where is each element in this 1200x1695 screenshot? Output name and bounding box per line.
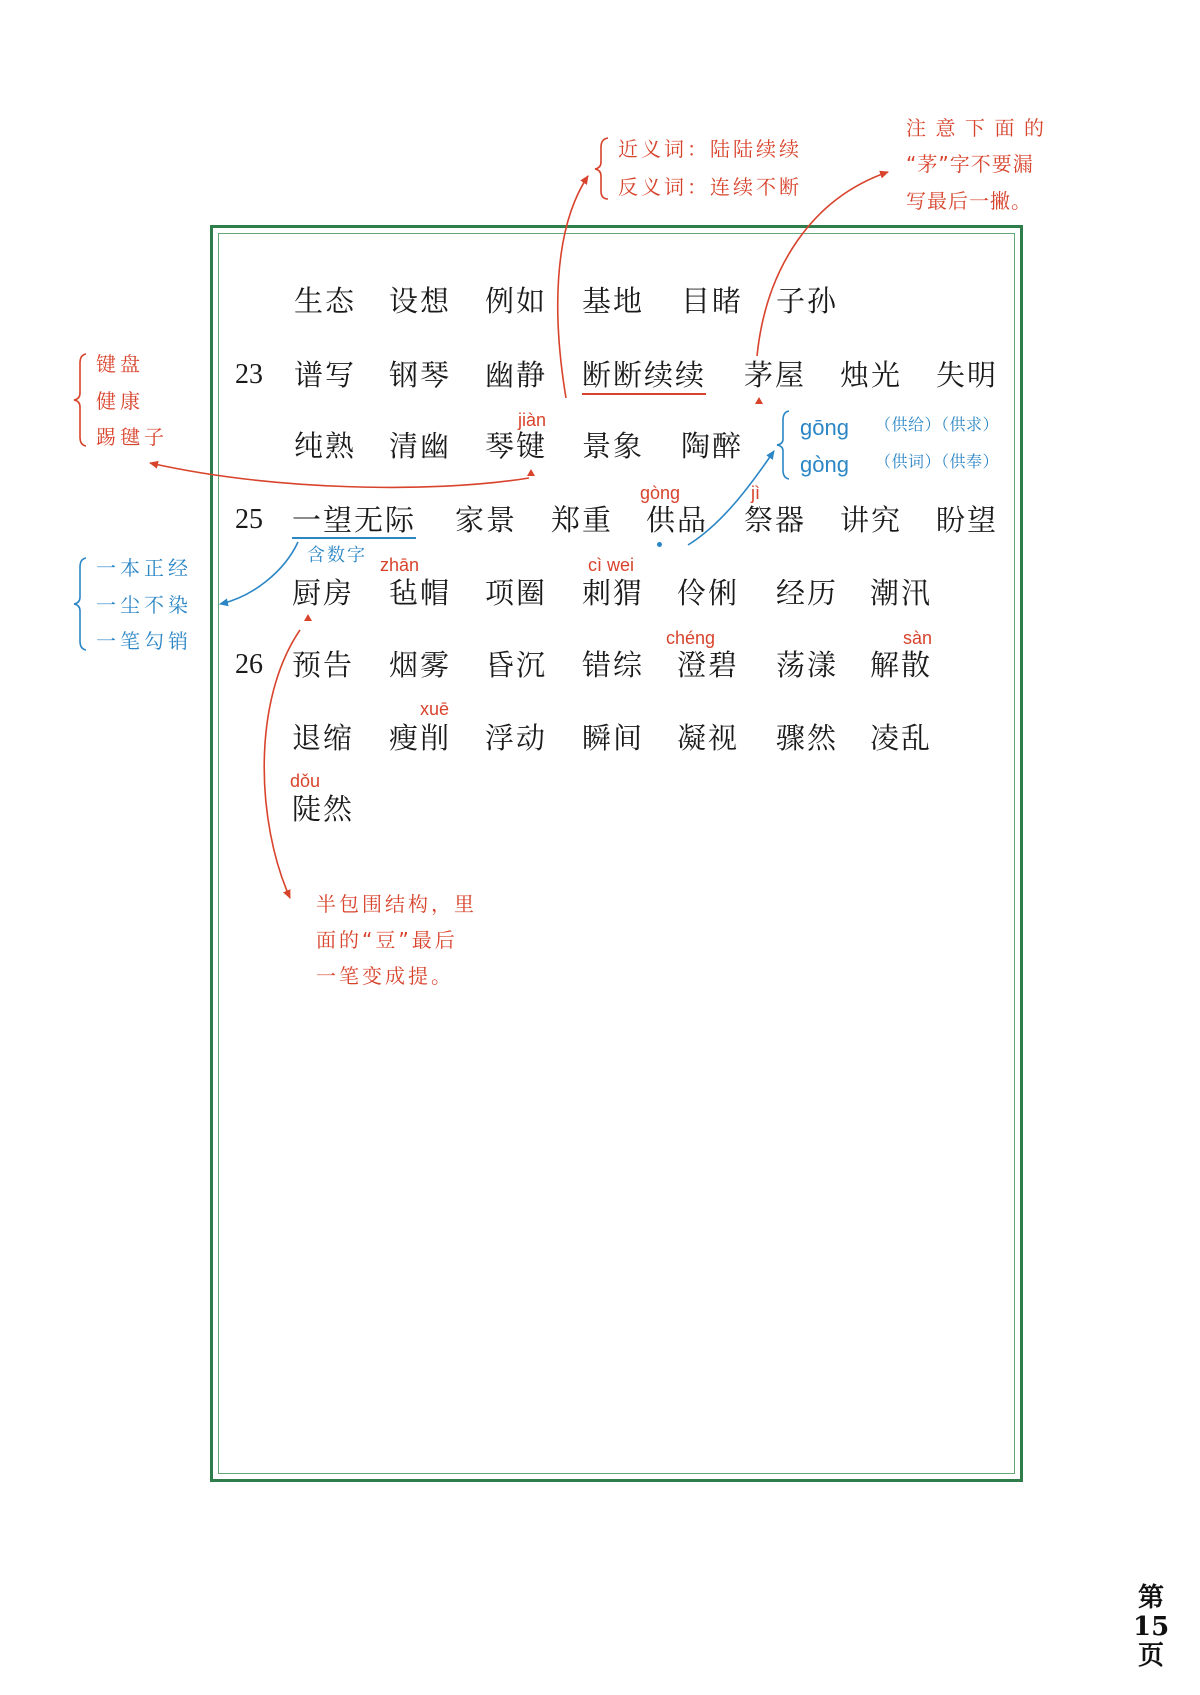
vocab-word: 幽静 xyxy=(485,358,548,392)
vocab-word: 景象 xyxy=(582,429,645,463)
lesson-number: 26 xyxy=(235,649,263,680)
gong-reading-pinyin: gòng xyxy=(800,452,849,477)
vocab-word: 烟雾 xyxy=(389,648,452,682)
lesson-number: 25 xyxy=(235,504,263,535)
vocab-word: 子孙 xyxy=(776,284,839,318)
emphasis-underline xyxy=(292,537,416,539)
page-frame xyxy=(210,225,1023,1482)
gong-reading-examples: （供给）（供求） xyxy=(875,415,1000,434)
lesson-number: 23 xyxy=(235,359,263,390)
vocab-row xyxy=(0,284,1200,318)
vocab-word: 纯熟 xyxy=(294,429,357,463)
vocab-word: 烛光 xyxy=(840,358,903,392)
yi-idiom: 一笔勾销 xyxy=(96,629,192,653)
emphasis-triangle xyxy=(527,469,535,476)
vocab-row xyxy=(0,503,1200,537)
synonym-note: 近义词：陆陆续续 xyxy=(618,137,802,161)
vocab-word: 经历 xyxy=(776,576,839,610)
vocab-word: 目睹 xyxy=(681,284,744,318)
vocab-word: 盼望 xyxy=(936,503,999,537)
contains-number-note: 含数字 xyxy=(307,545,367,566)
emphasis-triangle xyxy=(304,614,312,621)
jian-family-word: 键盘 xyxy=(96,352,144,376)
pinyin-annotation: sàn xyxy=(903,628,933,648)
vocab-word: 昏沉 xyxy=(485,648,548,682)
chu-note-line: 半包围结构，里 xyxy=(316,892,477,916)
vocab-row xyxy=(0,648,1200,682)
vocab-word: 项圈 xyxy=(485,576,548,610)
vocab-word: 郑重 xyxy=(551,503,614,537)
emphasis-dot xyxy=(657,542,662,547)
vocab-word: 家景 xyxy=(455,503,518,537)
vocab-word: 清幽 xyxy=(389,429,452,463)
vocab-word: 浮动 xyxy=(485,721,548,755)
vocab-row xyxy=(0,358,1200,392)
vocab-word: 退缩 xyxy=(292,721,355,755)
pinyin-annotation: jiàn xyxy=(518,410,547,430)
vocab-word: 骤然 xyxy=(776,721,839,755)
vocab-word: 刺猬 xyxy=(582,576,645,610)
yi-idiom: 一本正经 xyxy=(96,556,192,580)
vocab-word: 茅屋 xyxy=(744,358,807,392)
pinyin-annotation: gòng xyxy=(640,483,681,503)
emphasis-triangle xyxy=(755,397,763,404)
pinyin-annotation: cì wei xyxy=(588,555,635,575)
mao-note-line: “茅”字不要漏 xyxy=(906,152,1034,176)
jian-family-word: 健康 xyxy=(96,389,144,413)
chu-note-line: 面的“豆”最后 xyxy=(316,928,458,952)
vocab-word: 凝视 xyxy=(677,721,740,755)
vocab-word: 讲究 xyxy=(840,503,903,537)
vocab-word: 凌乱 xyxy=(870,721,933,755)
vocab-word: 失明 xyxy=(936,358,999,392)
pinyin-annotation: chéng xyxy=(666,628,716,648)
page-number-value: 15 xyxy=(1133,1612,1170,1642)
vocab-word: 荡漾 xyxy=(776,648,839,682)
vocab-word: 生态 xyxy=(294,284,357,318)
vocab-word: 谱写 xyxy=(294,358,357,392)
vocab-row xyxy=(0,576,1200,610)
vocab-word: 伶俐 xyxy=(677,576,740,610)
vocab-word: 例如 xyxy=(485,284,548,318)
vocab-word: 断断续续 xyxy=(582,358,707,392)
pinyin-annotation: dǒu xyxy=(290,771,321,791)
vocab-word: 解散 xyxy=(870,648,933,682)
page-number-prefix: 第 xyxy=(1137,1583,1164,1613)
vocab-word: 祭器 xyxy=(744,503,807,537)
pinyin-annotation: zhān xyxy=(380,555,420,575)
vocab-word: 澄碧 xyxy=(677,648,740,682)
mao-note-line: 注意下面的 xyxy=(906,116,1054,140)
vocab-word: 预告 xyxy=(292,648,355,682)
vocab-word: 瞬间 xyxy=(582,721,645,755)
vocab-word: 基地 xyxy=(582,284,645,318)
pinyin-annotation: jì xyxy=(751,483,760,503)
vocab-row xyxy=(0,429,1200,463)
vocab-word: 供品 xyxy=(646,503,709,537)
vocab-word: 错综 xyxy=(582,648,645,682)
yi-idiom: 一尘不染 xyxy=(96,593,192,617)
gong-reading-examples: （供词）（供奉） xyxy=(875,452,1000,471)
vocab-word: 毡帽 xyxy=(389,576,452,610)
vocab-row xyxy=(0,792,1200,826)
jian-family-word: 踢毽子 xyxy=(96,425,168,449)
brace-synonyms xyxy=(595,138,608,199)
vocab-word: 一望无际 xyxy=(292,503,417,537)
vocab-word: 陡然 xyxy=(292,792,355,826)
page-number xyxy=(1133,1584,1169,1671)
page-number-suffix: 页 xyxy=(1137,1641,1164,1671)
vocab-word: 陶醉 xyxy=(681,429,744,463)
gong-reading-pinyin: gōng xyxy=(800,415,849,440)
emphasis-underline xyxy=(582,393,706,395)
vocab-word: 设想 xyxy=(389,284,452,318)
vocab-word: 钢琴 xyxy=(389,358,452,392)
vocab-word: 潮汛 xyxy=(870,576,933,610)
vocab-row xyxy=(0,721,1200,755)
pinyin-annotation: xuē xyxy=(420,699,450,719)
vocab-word: 琴键 xyxy=(485,429,548,463)
mao-note-line: 写最后一撇。 xyxy=(906,189,1032,213)
antonym-note: 反义词：连续不断 xyxy=(618,175,802,199)
vocab-word: 厨房 xyxy=(292,576,355,610)
vocab-word: 瘦削 xyxy=(389,721,452,755)
chu-note-line: 一笔变成提。 xyxy=(316,964,454,988)
